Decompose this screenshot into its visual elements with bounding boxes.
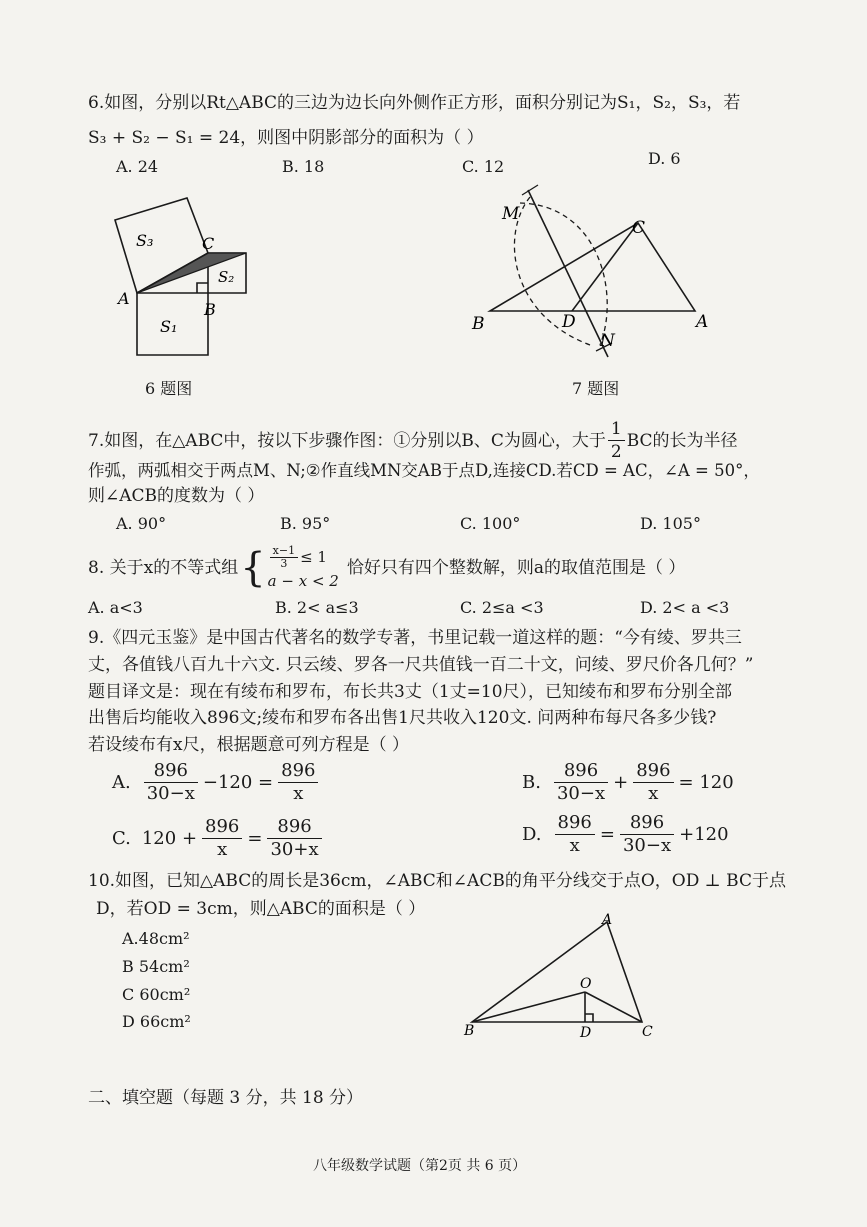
q8-ineq1-den: 3 (280, 556, 288, 570)
q7-line1 (88, 418, 738, 463)
q9-line4: 出售后均能收入896文;绫布和罗布各出售1尺共收入120文. 问两种布每尺各多少钱? (88, 708, 717, 728)
q9-line3: 题目译文是：现在有绫布和罗布，布长共3丈（1丈=10尺），已知绫布和罗布分别全部 (88, 682, 733, 702)
q9-line5: 若设绫布有x尺，根据题意可列方程是（ ） (88, 735, 409, 755)
q6-line1: 6.如图，分别以Rt△ABC的三边为边长向外侧作正方形，面积分别记为S₁，S₂，S₃，若 (88, 93, 741, 113)
q6-line2: S₃ + S₂ − S₁ = 24，则图中阴影部分的面积为（ ） (88, 128, 484, 148)
q8-suffix: 恰好只有四个整数解，则a的取值范围是（ ） (346, 558, 686, 578)
q6-option-c: C. 12 (462, 157, 505, 176)
q7-frac-num: 1 (608, 418, 625, 441)
q9-option-a: A. $\frac{896}{30-x}$ −120 = $\frac{896}{x}$ (112, 760, 320, 805)
q7-option-b: B. 95° (280, 514, 331, 533)
q8-ineq1-num: x−1 (270, 545, 298, 558)
q10-option-b: B 54cm² (122, 957, 190, 976)
fig6-caption: 6 题图 (145, 379, 193, 398)
q7-fraction (608, 418, 625, 463)
fig7-label-m: M (502, 204, 520, 224)
fig7-caption: 7 题图 (572, 379, 620, 398)
q10-line1: 10.如图，已知△ABC的周长是36cm，∠ABC和∠ACB的角平分线交于点O，OD ⊥ BC于点 (88, 871, 786, 891)
q7-frac-den: 2 (610, 442, 622, 462)
fig6-label-s1: S₁ (160, 317, 178, 336)
q7-line1-start: 7.如图，在△ABC中，按以下步骤作图：①分别以B、C为圆心，大于 (88, 430, 606, 451)
page-footer: 八年级数学试题（第2页 共 6 页） (313, 1158, 527, 1174)
q6-option-a: A. 24 (116, 157, 159, 176)
figure-10 (460, 910, 680, 1040)
q6-option-b: B. 18 (282, 157, 325, 176)
fig6-label-s2: S₂ (218, 268, 235, 286)
q8-option-a: A. a<3 (88, 598, 143, 617)
q7-option-d: D. 105° (640, 514, 701, 533)
fig7-label-n: N (600, 331, 615, 351)
q9-line1: 9.《四元玉鉴》是中国古代著名的数学专著，书里记载一道这样的题：“今有绫、罗共三 (88, 628, 742, 648)
fig6-label-b: B (204, 300, 216, 319)
fig7-label-d: D (562, 312, 576, 332)
q8-ineq2: a − x < 2 (267, 571, 339, 590)
q8-option-d: D. 2< a <3 (640, 598, 730, 617)
q9-option-d: D. $\frac{896}{x}$ = $\frac{896}{30-x}$ +120 (522, 812, 729, 856)
fig10-label-c: C (642, 1024, 653, 1040)
section-2-heading: 二、填空题（每题 3 分，共 18 分） (88, 1088, 364, 1108)
q10-line2: D，若OD = 3cm，则△ABC的面积是（ ） (96, 899, 426, 919)
fig6-label-a: A (118, 289, 130, 308)
q9-option-c: C. 120 + $\frac{896}{x}$ = $\frac{896}{30+x}$ (112, 816, 324, 861)
figure-6 (80, 190, 290, 370)
q9-line2: 丈，各值钱八百九十六文. 只云绫、罗各一尺共值钱一百二十文，问绫、罗尺价各几何？” (88, 655, 754, 675)
fig10-label-a: A (602, 912, 613, 928)
fig7-triangle (490, 223, 695, 311)
fig7-arc-left (514, 197, 590, 345)
fig10-triangle (472, 922, 642, 1022)
fig7-label-a: A (696, 312, 709, 332)
q10-option-a: A.48cm² (122, 929, 190, 948)
fig10-label-d: D (580, 1025, 592, 1040)
q10-option-d: D 66cm² (122, 1012, 191, 1031)
q7-line1-end: BC的长为半径 (626, 430, 738, 451)
fig10-label-o: O (580, 976, 592, 992)
q6-option-d: D. 6 (648, 149, 681, 168)
q7-option-c: C. 100° (460, 514, 521, 533)
q8-line (88, 544, 685, 592)
figure-7 (460, 175, 720, 375)
fig10-label-b: B (464, 1023, 475, 1039)
fig7-label-b: B (472, 314, 485, 334)
q8-system (268, 545, 339, 592)
q8-ineq1-rest: ≤ 1 (300, 548, 327, 566)
q8-prefix: 8. 关于x的不等式组 (88, 558, 239, 578)
fig7-label-c: C (632, 218, 646, 238)
fig6-label-c: C (202, 234, 215, 253)
fig6-label-s3: S₃ (136, 231, 154, 250)
q8-option-c: C. 2≤a <3 (460, 598, 544, 617)
q7-option-a: A. 90° (116, 514, 167, 533)
fig7-segment-cd (572, 223, 638, 311)
q8-brace: { (240, 545, 266, 591)
q9-option-b: B. $\frac{896}{30-x}$ + $\frac{896}{x}$ = 120 (522, 760, 734, 804)
q7-line2: 作弧，两弧相交于两点M、N;②作直线MN交AB于点D,连接CD.若CD = AC，∠A = 50°， (88, 461, 760, 480)
q8-option-b: B. 2< a≤3 (275, 598, 359, 617)
q10-option-c: C 60cm² (122, 985, 191, 1004)
q7-line3: 则∠ACB的度数为（ ） (88, 486, 265, 506)
